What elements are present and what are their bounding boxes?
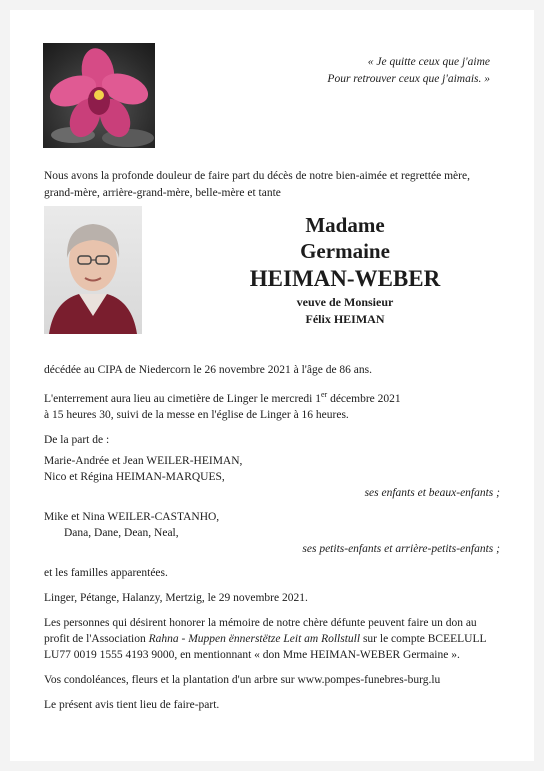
related-families: et les familles apparentées. [44,566,168,579]
child-couple-1: Marie-Andrée et Jean WEILER-HEIMAN, [44,454,243,467]
great-grandchildren: Dana, Dane, Dean, Neal, [64,526,179,539]
epitaph-quote [250,54,490,88]
orchid-image [43,43,155,148]
family-heading: De la part de : [44,433,110,446]
quote-line-1: « Je quitte ceux que j'aime [367,56,490,68]
obituary-page [10,10,534,761]
grandchild-couple: Mike et Nina WEILER-CASTANHO, [44,510,220,523]
association-name: Rahna - Muppen ënnerstëtze Leit am Rollstull [148,632,361,645]
funeral-info [44,387,500,423]
quote-line-2: Pour retrouver ceux que j'aimais. » [327,73,490,85]
grandchildren-label: ses petits-enfants et arrière-petits-enfants ; [302,542,500,555]
grandchildren-group [44,509,500,557]
place-date: Linger, Pétange, Halanzy, Mertzig, le 29 novembre 2021. [44,591,308,604]
deceased-name-block [210,212,480,328]
donation-text: Les personnes qui désirent honorer la mémoire de notre chère défunte peuvent faire un don au profit de l'Association Rahna - Muppen ënnerstëtze Leit am Rollstull sur le compte BCEELULL LU77 0019 1555 4193 9000, en mentionnant « don Mme HEIMAN-WEBER Germaine ». [44,616,487,661]
condolences-text: Vos condoléances, fleurs et la plantation d'un arbre sur www.pompes-funebres-burg.lu [44,673,441,686]
children-label: ses enfants et beaux-enfants ; [364,486,500,499]
first-name: Germaine [300,239,390,263]
child-couple-2: Nico et Régina HEIMAN-MARQUES, [44,470,225,483]
intro-text: Nous avons la profonde douleur de faire part du décès de notre bien-aimée et regrettée mère, grand-mère, arrière-grand-mère, belle-mère et tante [44,170,470,199]
family-name: HEIMAN-WEBER [249,266,441,291]
funeral-line-1: L'enterrement aura lieu au cimetière de Linger le mercredi 1er décembre 2021 [44,390,401,405]
death-notice: décédée au CIPA de Niedercorn le 26 novembre 2021 à l'âge de 86 ans. [44,364,373,376]
widow-of: veuve de Monsieur [296,295,394,309]
obituary-body [44,362,500,722]
title-madame: Madame [305,213,385,237]
children-group [44,453,500,501]
funeral-line-2: à 15 heures 30, suivi de la messe en l'église de Linger à 16 heures. [44,408,349,421]
notice-text: Le présent avis tient lieu de faire-part. [44,698,220,711]
husband-name: Félix HEIMAN [305,312,385,326]
portrait-photo [44,206,142,334]
